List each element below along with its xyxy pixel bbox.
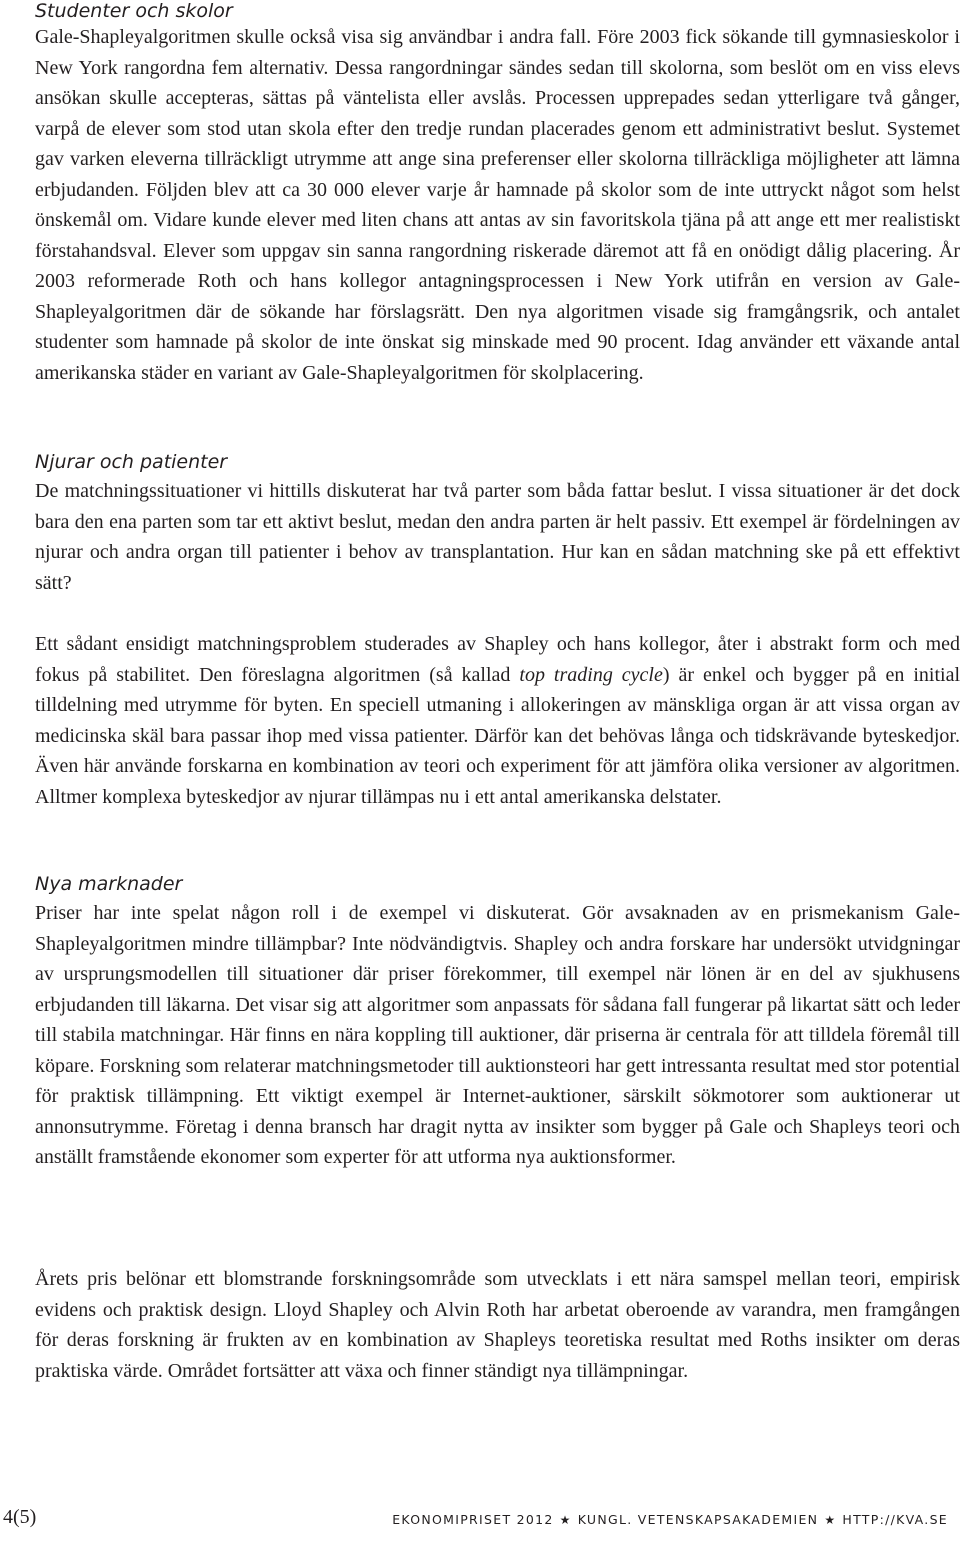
paragraph-text-before: Ett sådant ensidigt matchningsproblem studerades av Shapley och hans kollegor, åter i abstrakt form och med fokus på stabilitet. Den föreslagna algoritmen (så kallad xyxy=(35,633,960,686)
italic-term: top trading cycle xyxy=(519,663,663,686)
footer-url-link[interactable]: HTTP://KVA.SE xyxy=(842,1512,948,1527)
paragraph-text-after: ) är enkel och bygger på en initial tilldelning med utrymme för byten. En speciell utmaning i allokeringen av mänskliga organ är att vissa organ av medicinska skäl bara passar ihop med vissa patienter. Därför kan det behövas långa och tidskrävande byteskedjor. Även här använde forskarna en kombination av teori och experiment för att jämföra olika versioner av algoritmen. Alltmer komplexa byteskedjor av njurar tillämpas nu i ett antal amerikanska delstater. xyxy=(35,663,960,808)
star-icon: ★ xyxy=(824,1513,837,1527)
page-number: 4(5) xyxy=(3,1506,37,1528)
section-paragraph-njurar-2 xyxy=(35,629,960,812)
star-icon: ★ xyxy=(559,1513,572,1527)
section-heading-njurar: Njurar och patienter xyxy=(35,451,228,473)
footer-prize-name: EKONOMIPRISET 2012 xyxy=(392,1512,554,1527)
closing-paragraph: Årets pris belönar ett blomstrande forskningsområde som utvecklats i ett nära samspel mellan teori, empirisk evidens och praktisk design. Lloyd Shapley och Alvin Roth har arbetat oberoende av varandra, men framgången för deras forskning är frukten av en kombination av Shapleys teoretiska resultat med Roths insikter om deras praktiska värde. Området fortsätter att växa och finner ständigt nya tillämpningar. xyxy=(35,1268,960,1382)
section-heading-nya-marknader: Nya marknader xyxy=(35,873,183,895)
footer-academy-name: KUNGL. VETENSKAPSAKADEMIEN xyxy=(577,1512,819,1527)
page-footer xyxy=(0,1506,960,1546)
section-paragraph-njurar-1: De matchningssituationer vi hittills diskuterat har två parter som båda fattar beslut. I vissa situationer är det dock bara den ena parten som tar ett aktivt beslut, medan den andra parten är helt passiv. Ett exempel är fördelningen av njurar och andra organ till patienter i behov av transplantation. Hur kan en sådan matchning ske på ett effektivt sätt? xyxy=(35,480,960,594)
section-paragraph-studenter: Gale-Shapleyalgoritmen skulle också visa sig användbar i andra fall. Före 2003 fick sökande till gymnasieskolor i New York rangordna fem alternativ. Dessa rangordningar sändes sedan till skolorna, som beslöt om en viss elevs ansökan skulle accepteras, sättas på väntelista eller avslås. Processen upprepades sedan ytterligare två gånger, varpå de elever som stod utan skola efter den tredje rundan placerades genom ett administrativt beslut. Systemet gav varken eleverna tillräckligt utrymme att ange sina preferenser eller skolorna tillräckliga möjligheter att lämna erbjudanden. Följden blev att ca 30 000 elever varje år hamnade på skolor som de inte uttryckt något som helst önskemål om. Vidare kunde elever med liten chans att antas av sin favoritskola tjäna på att ange ett mer realistiskt förstahandsval. Elever som uppgav sin sanna rangordning riskerade däremot att få en onödigt dålig placering. År 2003 reformerade Roth och hans kollegor antagningsprocessen i New York utifrån en version av Gale-Shapleyalgoritmen där de sökande har förslagsrätt. Den nya algoritmen visade sig framgångsrik, och antalet studenter som hamnade på skolor de inte önskat sig minskade med 90 procent. Idag använder ett växande antal amerikanska städer en variant av Gale-Shapleyalgoritmen för skolplacering. xyxy=(35,26,960,384)
footer-caption xyxy=(392,1512,948,1527)
section-paragraph-nya-marknader: Priser har inte spelat någon roll i de exempel vi diskuterat. Gör avsaknaden av en prismekanism Gale-Shapleyalgoritmen mindre tillämpbar? Inte nödvändigtvis. Shapley och andra forskare har undersökt utvidgningar av ursprungsmodellen till situationer där priser förekommer, till exempel när lönen är en del av sjukhusens erbjudanden till läkarna. Det visar sig att algoritmer som anpassats för sådana fall fungerar på likartat sätt och leder till stabila matchningar. Här finns en nära koppling till auktioner, där priserna är centrala för att tilldela föremål till köpare. Forskning som relaterar matchningsmetoder till auktionsteori har gett intressanta resultat med stor potential för praktisk tillämpning. Ett viktigt exempel är Internet-auktioner, särskilt sökmotorer som auktionerar ut annonsutrymme. Företag i denna bransch har dragit nytta av insikter som bygger på Gale och Shapleys teori och anställt framstående ekonomer som experter för att utforma nya auktionsformer. xyxy=(35,902,960,1168)
section-heading-studenter: Studenter och skolor xyxy=(35,0,233,22)
